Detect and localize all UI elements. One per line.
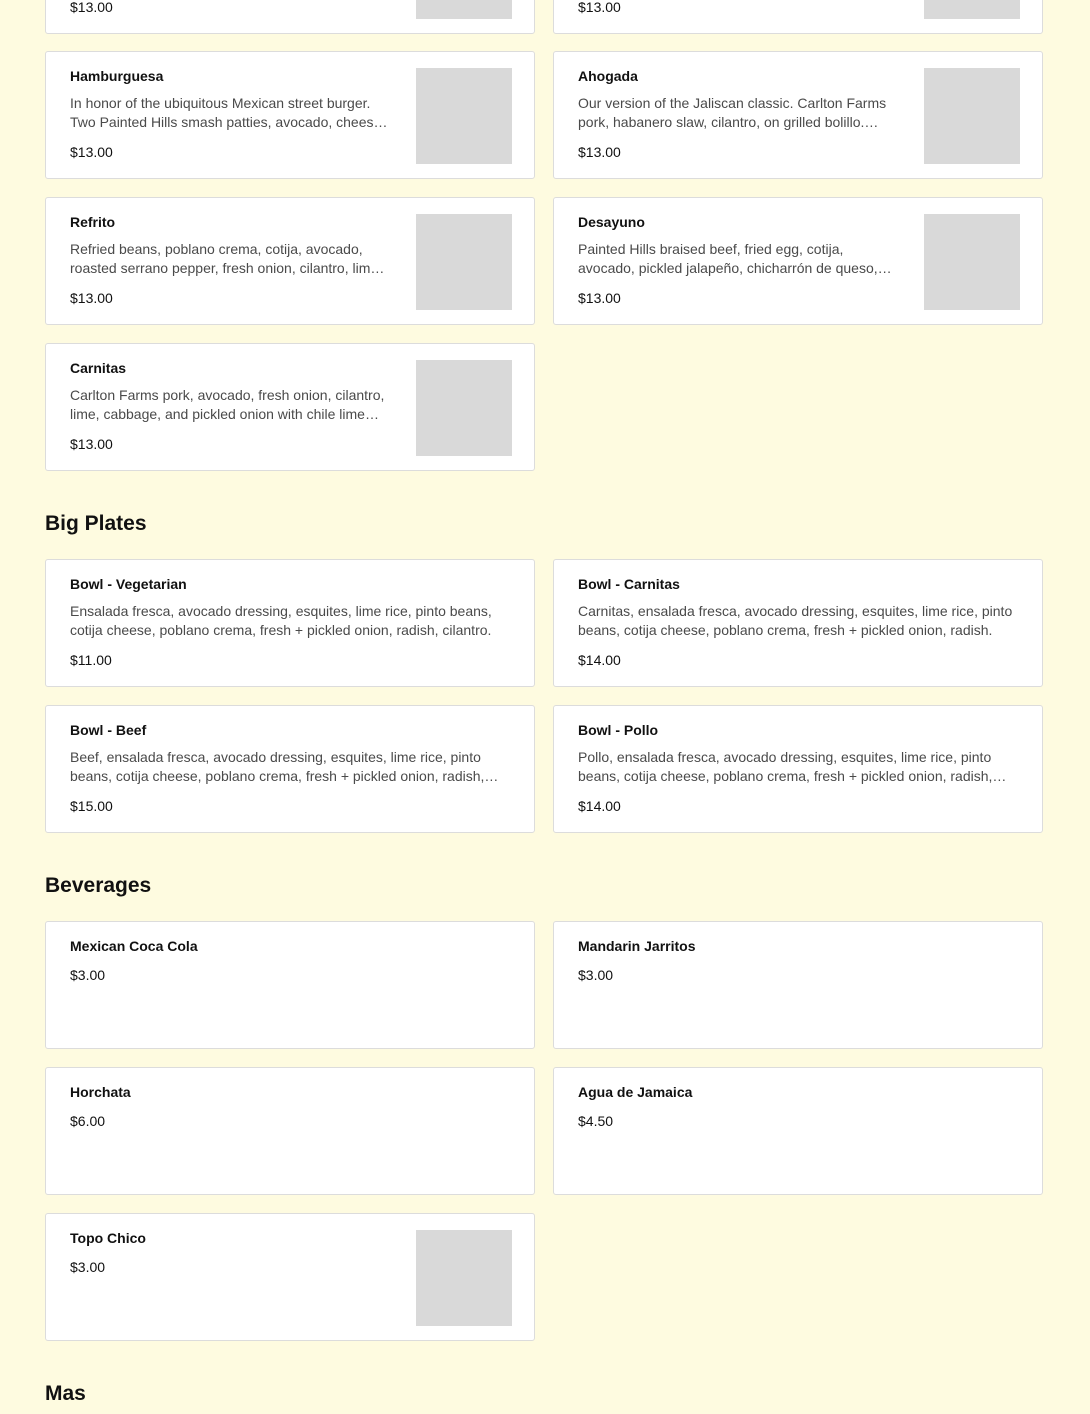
menu-item-card[interactable] bbox=[45, 0, 535, 34]
item-image bbox=[416, 68, 512, 164]
item-name: Agua de Jamaica bbox=[578, 1084, 693, 1100]
menu-item-card[interactable] bbox=[553, 1067, 1043, 1195]
item-description: Pollo, ensalada fresca, avocado dressing, esquites, lime rice, pinto beans, cotija cheese, poblano crema, fresh + pickled onion, radish, bbox=[578, 749, 993, 784]
item-price: $13.00 bbox=[70, 290, 113, 306]
menu-item-card[interactable] bbox=[45, 559, 535, 687]
menu-item-card[interactable] bbox=[45, 343, 535, 471]
item-price: $14.00 bbox=[578, 798, 621, 814]
item-description: In honor of the ubiquitous Mexican street burger. Two Painted Hills smash patties, avocado, cheese, bbox=[70, 95, 386, 130]
item-image bbox=[924, 68, 1020, 164]
item-name: Mandarin Jarritos bbox=[578, 938, 696, 954]
item-price: $4.50 bbox=[578, 1113, 614, 1129]
item-name: Desayuno bbox=[578, 214, 645, 230]
item-description: Carnitas, ensalada fresca, avocado dressing, esquites, lime rice, pinto beans, cotija cheese, poblano crema, fresh + pickled onion, radish. bbox=[578, 603, 1013, 638]
item-description: Carlton Farms pork, avocado, fresh onion, cilantro, lime, cabbage, and pickled onion with chile lime bbox=[70, 387, 385, 422]
menu-item-card[interactable] bbox=[553, 197, 1043, 325]
item-description: Painted Hills braised beef, fried egg, cotija, avocado, pickled jalapeño, chicharrón de queso, bbox=[578, 241, 878, 276]
item-name: Bowl - Pollo bbox=[578, 722, 659, 738]
item-price: $13.00 bbox=[578, 144, 621, 160]
item-description: Our version of the Jaliscan classic. Carlton Farms pork, habanero slaw, cilantro, on grilled bolillo. bbox=[578, 95, 887, 130]
item-name: Hamburguesa bbox=[70, 68, 164, 84]
item-name: Bowl - Vegetarian bbox=[70, 576, 187, 592]
menu-item-card[interactable] bbox=[553, 51, 1043, 179]
menu-item-card[interactable] bbox=[45, 51, 535, 179]
menu-item-card[interactable] bbox=[45, 1213, 535, 1341]
item-image bbox=[416, 214, 512, 310]
item-price: $13.00 bbox=[578, 0, 621, 15]
menu-item-card[interactable] bbox=[45, 705, 535, 833]
item-name: Mexican Coca Cola bbox=[70, 938, 198, 954]
section-title-beverages: Beverages bbox=[45, 874, 152, 897]
item-name: Carnitas bbox=[70, 360, 127, 376]
menu-item-card[interactable] bbox=[45, 921, 535, 1049]
menu-item-card[interactable] bbox=[553, 921, 1043, 1049]
item-price: $13.00 bbox=[70, 436, 113, 452]
item-image bbox=[416, 0, 512, 19]
item-price: $13.00 bbox=[70, 144, 113, 160]
item-name: Horchata bbox=[70, 1084, 131, 1100]
item-price: $14.00 bbox=[578, 652, 621, 668]
item-name: Topo Chico bbox=[70, 1230, 146, 1246]
menu-item-card[interactable] bbox=[45, 197, 535, 325]
item-name: Bowl - Carnitas bbox=[578, 576, 680, 592]
item-price: $13.00 bbox=[578, 290, 621, 306]
item-price: $3.00 bbox=[70, 967, 106, 983]
menu-item-card[interactable] bbox=[553, 0, 1043, 34]
item-image bbox=[924, 214, 1020, 310]
menu-item-card[interactable] bbox=[553, 559, 1043, 687]
item-name: Ahogada bbox=[578, 68, 638, 84]
item-image bbox=[924, 0, 1020, 19]
item-name: Bowl - Beef bbox=[70, 722, 147, 738]
item-description: Refried beans, poblano crema, cotija, avocado, roasted serrano pepper, fresh onion, cilantro, lime, bbox=[70, 241, 383, 276]
item-name: Refrito bbox=[70, 214, 116, 230]
item-price: $13.00 bbox=[70, 0, 113, 15]
section-title-big-plates: Big Plates bbox=[45, 512, 147, 535]
item-price: $11.00 bbox=[70, 652, 112, 668]
item-price: $6.00 bbox=[70, 1113, 106, 1129]
item-price: $3.00 bbox=[70, 1259, 106, 1275]
item-description: Beef, ensalada fresca, avocado dressing, esquites, lime rice, pinto beans, cotija cheese, poblano crema, fresh + pickled onion, radish, bbox=[70, 749, 485, 784]
item-price: $15.00 bbox=[70, 798, 113, 814]
item-description: Ensalada fresca, avocado dressing, esquites, lime rice, pinto beans, cotija cheese, poblano crema, fresh + pickled onion, radish, cilantro. bbox=[70, 603, 492, 638]
item-image bbox=[416, 1230, 512, 1326]
menu-item-card[interactable] bbox=[553, 705, 1043, 833]
menu-item-card[interactable] bbox=[45, 1067, 535, 1195]
item-image bbox=[416, 360, 512, 456]
item-price: $3.00 bbox=[578, 967, 614, 983]
section-title-mas: Mas bbox=[45, 1382, 86, 1405]
